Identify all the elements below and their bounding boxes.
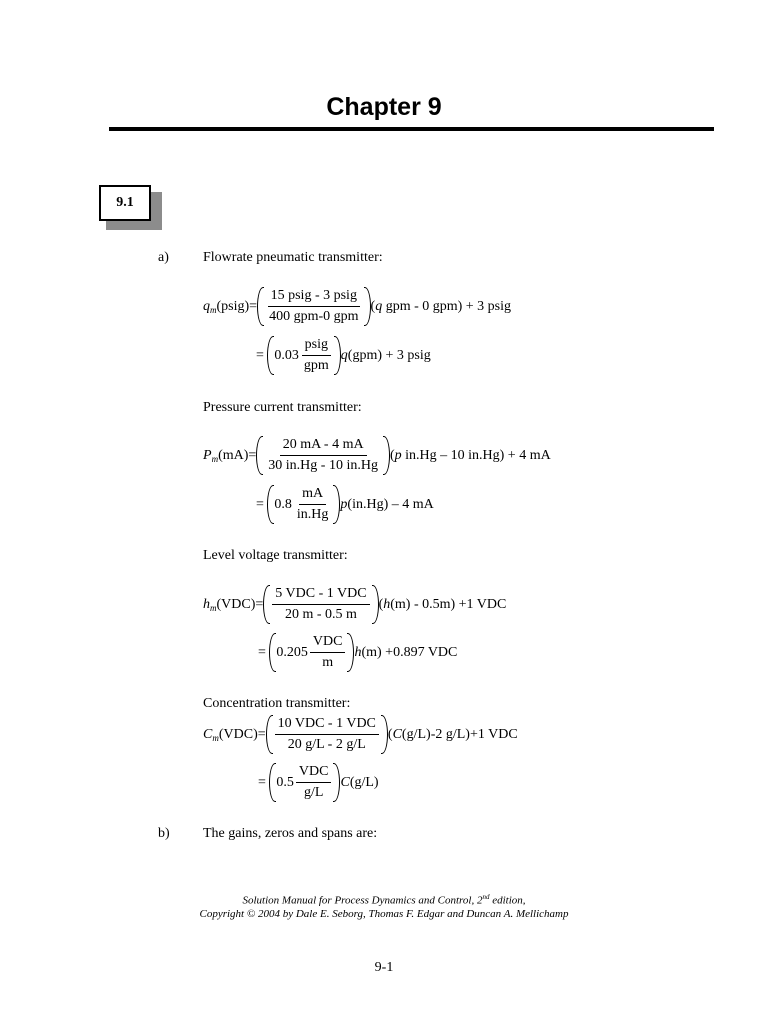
- pressure-equation-1: [203, 436, 551, 475]
- level-eq2-coef: 0.205: [276, 644, 308, 660]
- title-rule: [109, 127, 714, 131]
- concentration-eq2-equals: =: [258, 774, 266, 790]
- level-eq2-paren-group: [269, 633, 354, 672]
- concentration-lhs: $C_m(VDC)=$: [203, 726, 266, 743]
- concentration-equation-1: [203, 715, 518, 754]
- concentration-paren-group: [266, 715, 388, 754]
- flow-fraction: [266, 287, 361, 326]
- section-number-box: 9.1: [99, 185, 151, 221]
- concentration-heading: Concentration transmitter:: [203, 696, 351, 711]
- concentration-frac-denominator: 20 g/L - 2 g/L: [287, 737, 366, 752]
- pressure-frac-denominator: 30 in.Hg - 10 in.Hg: [268, 458, 378, 473]
- flow-equation-1: [203, 287, 511, 326]
- pressure-heading: Pressure current transmitter:: [203, 400, 362, 415]
- level-lhs: $h_m(VDC)=$: [203, 596, 264, 613]
- level-heading: Level voltage transmitter:: [203, 548, 348, 563]
- concentration-fraction: [275, 715, 379, 754]
- concentration-eq2-tail: C(g/L): [340, 774, 379, 790]
- pressure-fraction: [265, 436, 381, 475]
- concentration-eq2-paren-group: [269, 763, 340, 802]
- pressure-eq2-numerator: mA: [299, 485, 326, 505]
- level-equation-1: [203, 585, 506, 624]
- level-frac-numerator: 5 VDC - 1 VDC: [272, 585, 369, 605]
- pressure-eq2-tail: p(in.Hg) – 4 mA: [340, 496, 434, 512]
- flow-eq2-tail: q(gpm) + 3 psig: [340, 347, 431, 363]
- part-a-label: a): [158, 250, 169, 265]
- level-eq2-fraction: [310, 633, 346, 672]
- flow-equation-2: [256, 336, 431, 375]
- flow-tail: (q gpm - 0 gpm) + 3 psig: [370, 298, 512, 314]
- level-equation-2: [258, 633, 457, 672]
- chapter-title: Chapter 9: [326, 93, 442, 121]
- concentration-eq2-denominator: g/L: [303, 785, 324, 800]
- pressure-lhs: $P_m(mA)=$: [203, 447, 257, 464]
- level-tail: (h(m) - 0.5m) +1 VDC: [378, 596, 507, 612]
- pressure-equation-2: [256, 485, 434, 524]
- footer-line-2: Copyright © 2004 by Dale E. Seborg, Thomas F. Edgar and Duncan A. Mellichamp: [199, 908, 569, 920]
- pressure-eq2-coef: 0.8: [274, 496, 292, 512]
- flow-heading: Flowrate pneumatic transmitter:: [203, 250, 383, 265]
- flow-eq2-coef: 0.03: [274, 347, 299, 363]
- concentration-tail: (C(g/L)-2 g/L)+1 VDC: [387, 726, 518, 742]
- flow-eq2-equals: =: [256, 347, 264, 363]
- pressure-eq2-denominator: in.Hg: [296, 507, 329, 522]
- level-paren-group: [263, 585, 378, 624]
- flow-paren-group: [257, 287, 370, 326]
- page-number: 9-1: [374, 960, 394, 975]
- pressure-eq2-paren-group: [267, 485, 340, 524]
- level-eq2-tail: h(m) +0.897 VDC: [354, 644, 458, 660]
- level-frac-denominator: 20 m - 0.5 m: [284, 607, 357, 622]
- level-eq2-equals: =: [258, 644, 266, 660]
- flow-eq2-denominator: gpm: [303, 358, 329, 373]
- concentration-frac-numerator: 10 VDC - 1 VDC: [275, 715, 379, 735]
- pressure-eq2-fraction: [294, 485, 332, 524]
- concentration-equation-2: [258, 763, 379, 802]
- pressure-paren-group: [256, 436, 390, 475]
- pressure-frac-numerator: 20 mA - 4 mA: [280, 436, 367, 456]
- flow-frac-numerator: 15 psig - 3 psig: [268, 287, 360, 307]
- flow-eq2-paren-group: [267, 336, 340, 375]
- flow-frac-denominator: 400 gpm-0 gpm: [269, 309, 359, 324]
- concentration-eq2-numerator: VDC: [296, 763, 332, 783]
- pressure-eq2-equals: =: [256, 496, 264, 512]
- pressure-tail: (p in.Hg – 10 in.Hg) + 4 mA: [389, 447, 551, 463]
- level-eq2-numerator: VDC: [310, 633, 346, 653]
- footer-line-1: Solution Manual for Process Dynamics and Control, 2nd edition,: [242, 893, 526, 907]
- flow-eq2-fraction: [301, 336, 332, 375]
- concentration-eq2-fraction: [296, 763, 332, 802]
- flow-lhs: $q_m(psig)=$: [203, 298, 258, 315]
- level-fraction: [272, 585, 369, 624]
- concentration-eq2-coef: 0.5: [276, 774, 294, 790]
- flow-eq2-numerator: psig: [302, 336, 331, 356]
- level-eq2-denominator: m: [322, 655, 334, 670]
- part-b-text: The gains, zeros and spans are:: [203, 826, 378, 841]
- part-b-label: b): [158, 826, 170, 841]
